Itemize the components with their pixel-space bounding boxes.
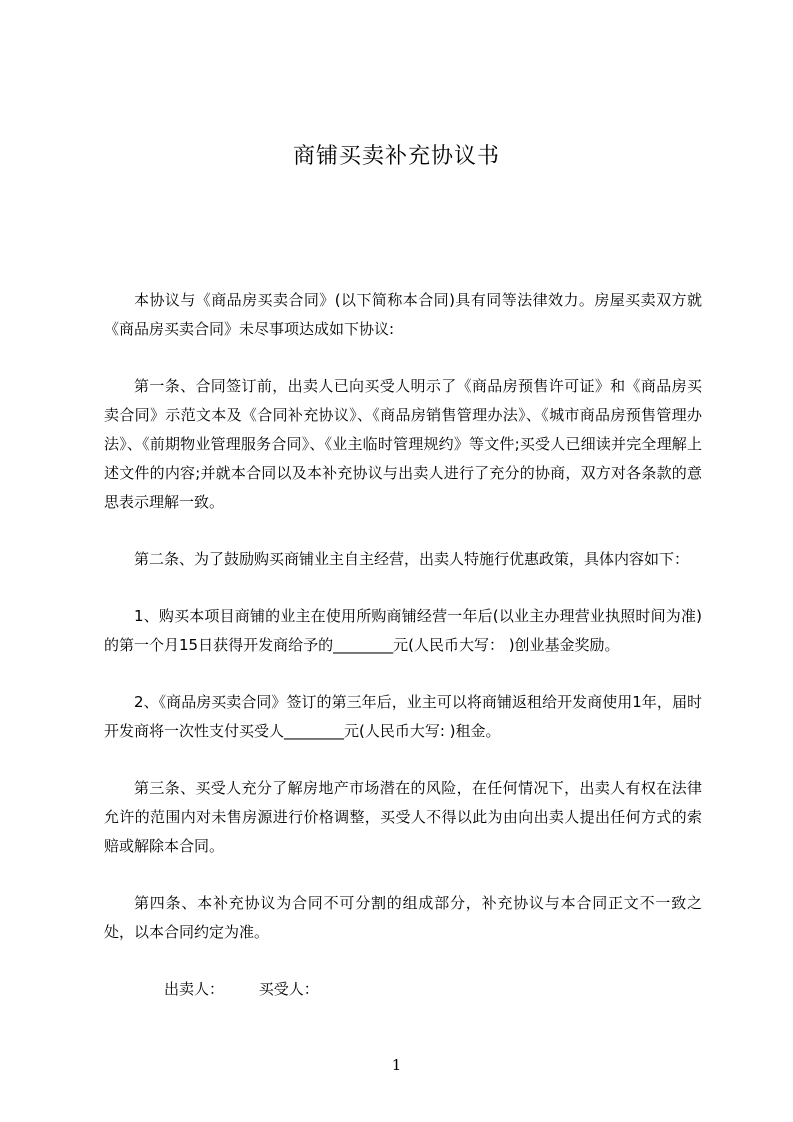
article-1-paragraph: 第一条、合同签订前，出卖人已向买受人明示了《商品房预售许可证》和《商品房买卖合同》示范文本及《合同补充协议》、《商品房销售管理办法》、《城市商品房预售管理办法》、《前期物业管理服务合同》、《业主临时管理规约》等文件;买受人已细读并完全理解上述文件的内容;并就本合同以及本补充协议与出卖人进行了充分的协商，双方对各条款的意思表示理解一致。 xyxy=(104,377,702,511)
buyer-signature-label: 买受人： xyxy=(258,980,319,998)
article-2-item-1: 1、购买本项目商铺的业主在使用所购商铺经营一年后(以业主办理营业执照时间为准)的第一个月15日获得开发商给予的________元(人民币大写： )创业基金奖励。 xyxy=(104,607,702,654)
article-4-paragraph: 第四条、本补充协议为合同不可分割的组成部分，补充协议与本合同正文不一致之处，以本合同约定为准。 xyxy=(104,894,702,941)
document-body xyxy=(104,286,702,1032)
article-2-item-2: 2、《商品房买卖合同》签订的第三年后，业主可以将商铺返租给开发商使用1年，届时开发商将一次性支付买受人________元(人民币大写: )租金。 xyxy=(104,693,702,740)
document-title: 商铺买卖补充协议书 xyxy=(292,144,500,169)
article-3-paragraph: 第三条、买受人充分了解房地产市场潜在的风险，在任何情况下，出卖人有权在法律允许的范围内对未售房源进行价格调整，买受人不得以此为由向出卖人提出任何方式的索赔或解除本合同。 xyxy=(104,779,702,855)
page-number: 1 xyxy=(391,1056,402,1074)
intro-paragraph: 本协议与《商品房买卖合同》(以下简称本合同)具有同等法律效力。房屋买卖双方就《商品房买卖合同》未尽事项达成如下协议: xyxy=(104,291,702,338)
article-2-paragraph: 第二条、为了鼓励购买商铺业主自主经营，出卖人特施行优惠政策，具体内容如下： xyxy=(134,550,690,568)
seller-signature-label: 出卖人： xyxy=(164,980,225,998)
signature-line xyxy=(104,975,702,1004)
